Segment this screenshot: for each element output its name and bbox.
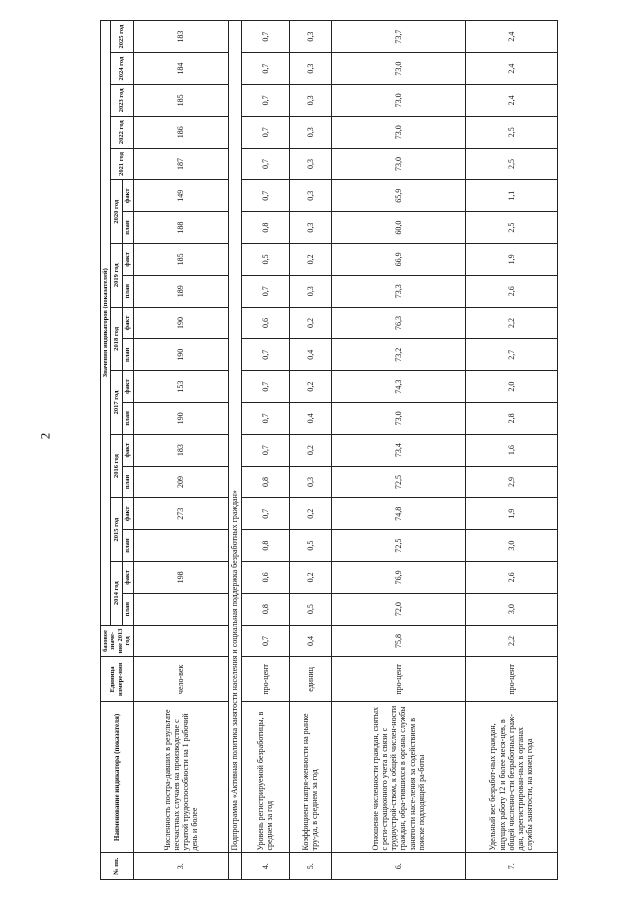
value-cell: 0,7 bbox=[241, 116, 289, 148]
value-cell: 2,5 bbox=[465, 116, 557, 148]
value-cell: 74,8 bbox=[331, 498, 465, 530]
value-cell: 189 bbox=[133, 275, 228, 307]
indicator-name: Коэффициент напря-женности на рынке тру-да, в среднем за год bbox=[289, 702, 331, 853]
value-cell: 72,5 bbox=[331, 530, 465, 562]
value-cell: 2,6 bbox=[465, 561, 557, 593]
indicator-name: Отношение численности граждан, снятых с реги-страционного учета в связи с трудоустрой-ством, к общей числен-ности граждан, обра-тившихся в органы службы занятости насе-ления за содействием в поиске подходящей ра-боты bbox=[331, 702, 465, 853]
header-year: 2019 год bbox=[111, 243, 123, 307]
indicators-table bbox=[100, 20, 558, 880]
subprogram-title: Подпрограмма «Активная политика занятости населения и социальная поддержка безработных граждан» bbox=[228, 21, 241, 854]
rotated-table-container bbox=[100, 20, 620, 880]
value-cell bbox=[133, 530, 228, 562]
value-cell: 149 bbox=[133, 180, 228, 212]
value-cell: 0,3 bbox=[289, 212, 331, 244]
value-cell: 73,0 bbox=[331, 402, 465, 434]
table-body bbox=[133, 21, 557, 880]
value-cell: 66,9 bbox=[331, 243, 465, 275]
value-cell: 2,4 bbox=[465, 21, 557, 53]
header-year: 2014 год bbox=[111, 561, 123, 625]
value-cell: 0,3 bbox=[289, 53, 331, 85]
value-cell: 153 bbox=[133, 371, 228, 403]
header-fact: факт bbox=[123, 434, 133, 466]
unit-cell: про-цент bbox=[465, 657, 557, 702]
value-cell: 0,3 bbox=[289, 148, 331, 180]
value-cell: 1,1 bbox=[465, 180, 557, 212]
value-cell: 0,2 bbox=[289, 434, 331, 466]
value-cell: 60,0 bbox=[331, 212, 465, 244]
value-cell: 0,3 bbox=[289, 275, 331, 307]
value-cell: 73,0 bbox=[331, 116, 465, 148]
value-cell: 2,0 bbox=[465, 371, 557, 403]
value-cell: 0,3 bbox=[289, 466, 331, 498]
value-cell: 0,5 bbox=[289, 530, 331, 562]
value-cell: 0,4 bbox=[289, 339, 331, 371]
value-cell: 0,2 bbox=[289, 307, 331, 339]
value-cell: 0,8 bbox=[241, 212, 289, 244]
value-cell: 185 bbox=[133, 85, 228, 117]
value-cell: 0,7 bbox=[241, 275, 289, 307]
header-fact: факт bbox=[123, 307, 133, 339]
indicator-name: Удельный вес безработ-ных граждан, ищущих работу 12 и более меся-цев, в общей численно-сти безработных граж-дан, зарегистрирован-ных в органах службы занятости, на конец года bbox=[465, 702, 557, 853]
table-header bbox=[101, 21, 134, 880]
value-cell: 0,2 bbox=[289, 561, 331, 593]
value-cell: 187 bbox=[133, 148, 228, 180]
value-cell: 0,3 bbox=[289, 85, 331, 117]
table-row bbox=[289, 21, 331, 880]
header-fact: факт bbox=[123, 371, 133, 403]
header-base-value: базовое значе-ние 2013 год bbox=[101, 625, 134, 657]
value-cell: 184 bbox=[133, 53, 228, 85]
header-fact: факт bbox=[123, 561, 133, 593]
value-cell: 0,7 bbox=[241, 498, 289, 530]
indicator-name: Численность постра-давших в результате несчастных случаев на производстве с утратой трудоспособности на 1 рабочий день и более bbox=[133, 702, 228, 853]
value-cell: 2,7 bbox=[465, 339, 557, 371]
value-cell: 183 bbox=[133, 434, 228, 466]
value-cell: 0,3 bbox=[289, 116, 331, 148]
value-cell: 185 bbox=[133, 243, 228, 275]
base-value-cell: 75,8 bbox=[331, 625, 465, 657]
value-cell: 0,8 bbox=[241, 530, 289, 562]
header-fact: факт bbox=[123, 498, 133, 530]
value-cell: 2,4 bbox=[465, 53, 557, 85]
value-cell: 72,0 bbox=[331, 593, 465, 625]
header-year: 2024 год bbox=[111, 53, 133, 85]
value-cell: 3,0 bbox=[465, 530, 557, 562]
header-year: 2017 год bbox=[111, 371, 123, 435]
header-plan: план bbox=[123, 466, 133, 498]
header-plan: план bbox=[123, 339, 133, 371]
value-cell: 2,9 bbox=[465, 466, 557, 498]
value-cell: 0,8 bbox=[241, 466, 289, 498]
value-cell: 0,7 bbox=[241, 339, 289, 371]
header-fact: факт bbox=[123, 180, 133, 212]
header-year: 2015 год bbox=[111, 498, 123, 562]
value-cell: 73,4 bbox=[331, 434, 465, 466]
value-cell: 73,0 bbox=[331, 53, 465, 85]
value-cell: 73,0 bbox=[331, 85, 465, 117]
header-plan: план bbox=[123, 402, 133, 434]
header-plan: план bbox=[123, 212, 133, 244]
unit-cell: единиц bbox=[289, 657, 331, 702]
value-cell: 72,5 bbox=[331, 466, 465, 498]
row-number: 6. bbox=[331, 853, 465, 880]
value-cell: 1,9 bbox=[465, 498, 557, 530]
value-cell: 190 bbox=[133, 402, 228, 434]
value-cell: 0,2 bbox=[289, 243, 331, 275]
row-number: 4. bbox=[241, 853, 289, 880]
value-cell: 0,4 bbox=[289, 402, 331, 434]
header-indicator-name: Наименование индикатора (показателя) bbox=[101, 702, 134, 853]
value-cell: 190 bbox=[133, 339, 228, 371]
header-plan: план bbox=[123, 530, 133, 562]
value-cell: 1,9 bbox=[465, 243, 557, 275]
value-cell: 0,5 bbox=[289, 593, 331, 625]
value-cell: 76,3 bbox=[331, 307, 465, 339]
header-plan: план bbox=[123, 275, 133, 307]
value-cell: 2,2 bbox=[465, 307, 557, 339]
table-row bbox=[331, 21, 465, 880]
value-cell: 0,7 bbox=[241, 434, 289, 466]
table-row bbox=[465, 21, 557, 880]
value-cell: 0,7 bbox=[241, 371, 289, 403]
header-year: 2025 год bbox=[111, 21, 133, 53]
value-cell: 73,7 bbox=[331, 21, 465, 53]
value-cell: 188 bbox=[133, 212, 228, 244]
value-cell: 0,8 bbox=[241, 593, 289, 625]
value-cell: 73,2 bbox=[331, 339, 465, 371]
value-cell: 0,2 bbox=[289, 371, 331, 403]
value-cell: 0,3 bbox=[289, 21, 331, 53]
value-cell: 0,6 bbox=[241, 307, 289, 339]
value-cell: 273 bbox=[133, 498, 228, 530]
value-cell: 74,3 bbox=[331, 371, 465, 403]
value-cell: 2,8 bbox=[465, 402, 557, 434]
subprogram-row bbox=[228, 21, 241, 880]
value-cell: 0,7 bbox=[241, 21, 289, 53]
row-number: 7. bbox=[465, 853, 557, 880]
value-cell: 1,6 bbox=[465, 434, 557, 466]
value-cell: 0,7 bbox=[241, 148, 289, 180]
header-plan: план bbox=[123, 593, 133, 625]
header-fact: факт bbox=[123, 243, 133, 275]
value-cell: 198 bbox=[133, 561, 228, 593]
value-cell: 209 bbox=[133, 466, 228, 498]
value-cell: 2,6 bbox=[465, 275, 557, 307]
value-cell: 76,9 bbox=[331, 561, 465, 593]
value-cell: 0,7 bbox=[241, 85, 289, 117]
header-unit: Единица измере-ния bbox=[101, 657, 134, 702]
table-row bbox=[241, 21, 289, 880]
header-year: 2018 год bbox=[111, 307, 123, 371]
value-cell: 73,3 bbox=[331, 275, 465, 307]
value-cell: 183 bbox=[133, 21, 228, 53]
base-value-cell: 0,7 bbox=[241, 625, 289, 657]
value-cell: 2,4 bbox=[465, 85, 557, 117]
unit-cell: чело-век bbox=[133, 657, 228, 702]
table-row bbox=[133, 21, 228, 880]
unit-cell: про-цент bbox=[331, 657, 465, 702]
value-cell: 0,7 bbox=[241, 402, 289, 434]
value-cell: 65,9 bbox=[331, 180, 465, 212]
value-cell: 0,2 bbox=[289, 498, 331, 530]
base-value-cell bbox=[133, 625, 228, 657]
header-year: 2023 год bbox=[111, 85, 133, 117]
base-value-cell: 2,2 bbox=[465, 625, 557, 657]
header-values-group: Значения индикаторов (показателей) bbox=[101, 21, 111, 626]
value-cell bbox=[133, 593, 228, 625]
subprogram-number-cell bbox=[228, 853, 241, 880]
value-cell: 0,5 bbox=[241, 243, 289, 275]
value-cell: 2,5 bbox=[465, 148, 557, 180]
page-number: 2 bbox=[37, 432, 53, 440]
header-year: 2022 год bbox=[111, 116, 133, 148]
row-number: 5. bbox=[289, 853, 331, 880]
value-cell: 0,6 bbox=[241, 561, 289, 593]
header-number: № пп. bbox=[101, 853, 134, 880]
value-cell: 3,0 bbox=[465, 593, 557, 625]
base-value-cell: 0,4 bbox=[289, 625, 331, 657]
value-cell: 2,5 bbox=[465, 212, 557, 244]
value-cell: 0,3 bbox=[289, 180, 331, 212]
unit-cell: про-цент bbox=[241, 657, 289, 702]
indicator-name: Уровень регистрируемой безработицы, в среднем за год bbox=[241, 702, 289, 853]
header-year: 2016 год bbox=[111, 434, 123, 498]
value-cell: 0,7 bbox=[241, 180, 289, 212]
value-cell: 190 bbox=[133, 307, 228, 339]
value-cell: 0,7 bbox=[241, 53, 289, 85]
value-cell: 73,0 bbox=[331, 148, 465, 180]
header-year: 2020 год bbox=[111, 180, 123, 244]
value-cell: 186 bbox=[133, 116, 228, 148]
row-number: 3. bbox=[133, 853, 228, 880]
header-year: 2021 год bbox=[111, 148, 133, 180]
